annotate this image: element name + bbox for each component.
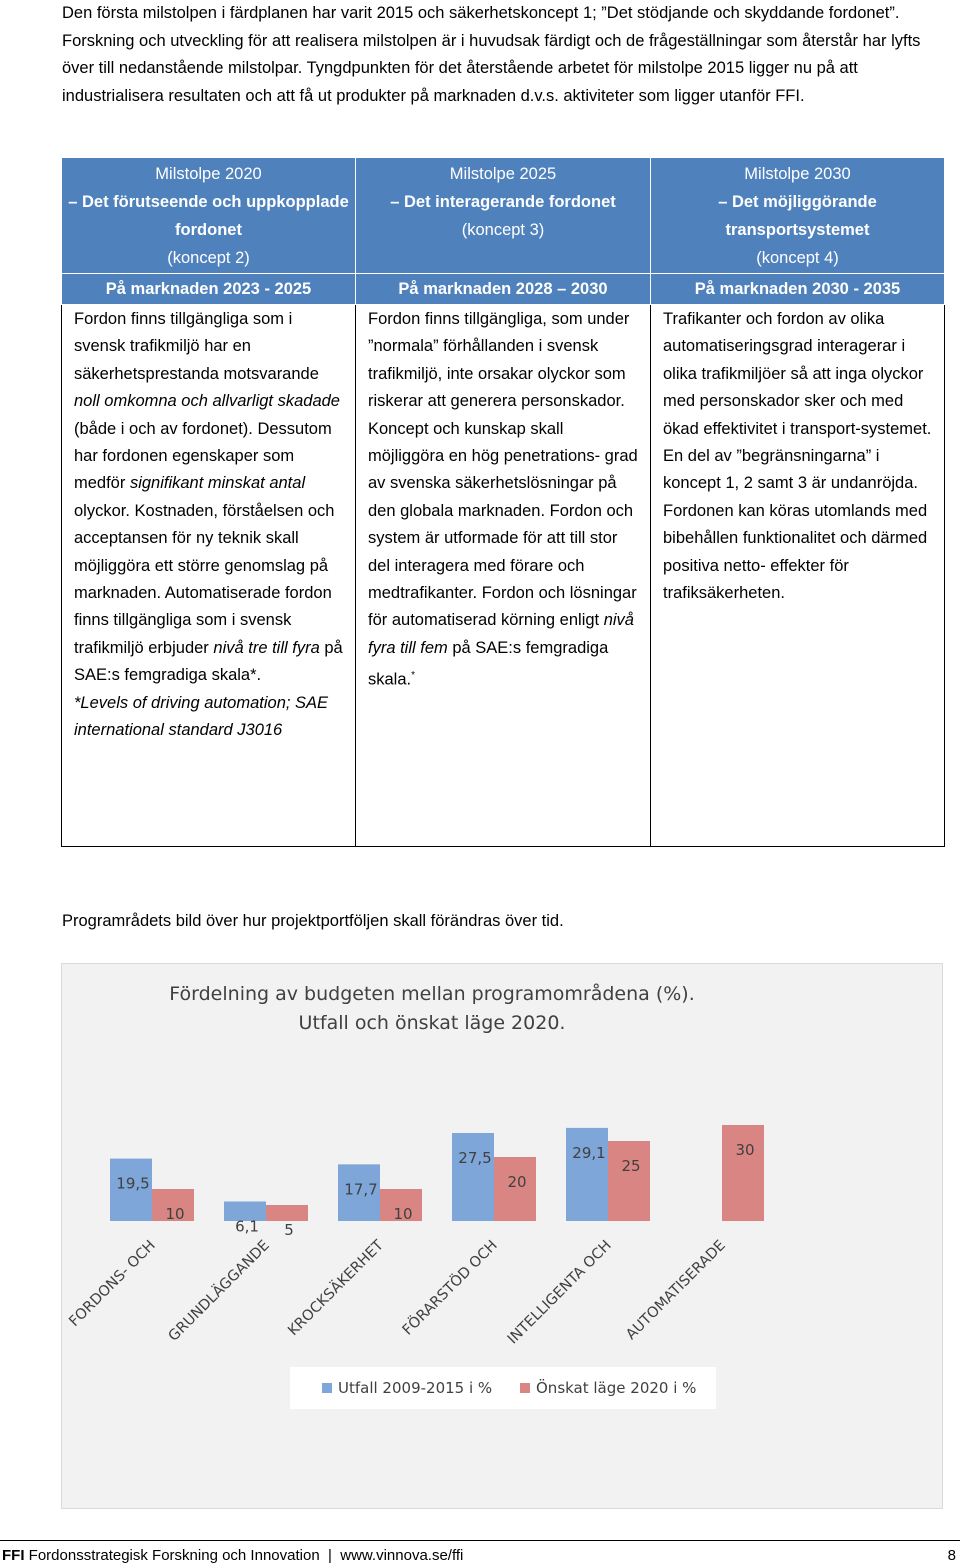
footer-brand: FFI (2, 1547, 25, 1564)
footer-left (2, 1546, 463, 1566)
milestone-description: Trafikanter och fordon av olika automatiseringsgrad interagerar i olika trafikmiljöer så att inga olyckor med personskador sker och med ökad effektivitet i transport-systemet. En del av ”begränsningarna” i koncept 1, 2 samt 3 är undanröjda. Fordonen kan köras utomlands med bibehållen funktionalitet och därmed positiva netto- effekter för trafiksäkerheten. (663, 310, 932, 603)
legend-swatch (520, 1383, 530, 1393)
data-label: 30 (735, 1141, 755, 1159)
milestone-concept: (koncept 3) (461, 221, 545, 239)
milestone-footnote: *Levels of driving automation; SAE international standard J3016 (74, 693, 329, 740)
bar-onskat (266, 1205, 308, 1221)
market-cell: På marknaden 2028 – 2030 (356, 274, 651, 305)
data-label: 5 (284, 1221, 294, 1239)
category-label: AUTOMATISERADE (623, 1237, 729, 1344)
legend-item-onskat (520, 1379, 696, 1397)
milestone-body-row (62, 305, 945, 847)
bar-utfall (452, 1133, 494, 1221)
footer-url[interactable]: www.vinnova.se/ffi (340, 1547, 464, 1564)
data-label: 20 (507, 1173, 527, 1191)
intro-paragraph: Den första milstolpen i färdplanen har varit 2015 och säkerhetskoncept 1; ”Det stödjande och skyddande fordonet”. Forskning och utveckling för att realisera milstolpen är i huvudsak färdigt och de frågeställningar som återstår har lyfts över till nedanstående milstolpar. Tyngdpunkten för det återstående arbetet för milstolpe 2015 ligger nu på att industrialisera resultaten och att få ut produkter på marknaden d.v.s. aktiviteter som ligger utanför FFI. (62, 4, 921, 105)
milestone-title: Milstolpe 2025 (449, 165, 557, 183)
category-label: GRUNDLÄGGANDE (165, 1237, 273, 1345)
legend-swatch (322, 1383, 332, 1393)
data-label: 29,1 (572, 1143, 606, 1162)
milestone-description: Fordon finns tillgängliga, som under ”normala” förhållanden i svensk trafikmiljö, inte orsakar olyckor som riskerar att generera personskador. Koncept och kunskap skall möjliggöra en hög penetrations- grad av svenska säkerhetslösningar på den globala marknaden. Fordon och system är utformade för att till stor del interagera med förare och medtrafikanter. Fordon och lösningar för automatiserad körning enligt nivå fyra till fem på SAE:s femgradiga skala.* (368, 310, 638, 689)
milestone-header-row (62, 158, 945, 274)
legend-label: Önskat läge 2020 i % (536, 1379, 697, 1397)
milestone-description: Fordon finns tillgängliga som i svensk trafikmiljö har en säkerhetsprestanda motsvarande noll omkomna och allvarligt skadade (både i och av fordonet). Dessutom har fordonen egenskaper som medför signifikant minskat antal olyckor. Kostnaden, förståelsen och acceptansen för ny teknik skall möjliggöra ett större genomslag på marknaden. Automatiserade fordon finns tillgängliga som i svensk trafikmiljö erbjuder nivå tre till fyra på SAE:s femgradiga skala*. (74, 310, 343, 685)
data-label: 19,5 (116, 1174, 150, 1193)
data-label: 10 (393, 1205, 413, 1223)
chart-title-line1: Fördelning av budgeten mellan programområdena (%). (169, 983, 695, 1005)
milestone-body-2020 (62, 305, 356, 847)
footer-separator: | (328, 1547, 332, 1564)
chart-plot (62, 964, 942, 1508)
bar-onskat (608, 1141, 650, 1221)
market-cell: På marknaden 2030 - 2035 (651, 274, 945, 305)
milestone-concept: (koncept 4) (756, 249, 839, 267)
data-label: 17,7 (344, 1180, 378, 1199)
category-label: KROCKSÄKERHET (285, 1237, 387, 1340)
category-label: FORDONS- OCH (66, 1237, 159, 1330)
milestone-subtitle: – Det möjliggörande transportsystemet (718, 193, 877, 239)
page-number: 8 (947, 1547, 956, 1564)
data-label: 10 (165, 1205, 185, 1223)
chart-legend (290, 1367, 716, 1409)
footer-rule (0, 1540, 960, 1541)
chart-caption: Programrådets bild över hur projektportföljen skall förändras över tid. (62, 912, 564, 930)
chart-title-line2: Utfall och önskat läge 2020. (298, 1012, 566, 1034)
bar-onskat (722, 1125, 764, 1221)
footer-name: Fordonsstrategisk Forskning och Innovation (28, 1547, 320, 1564)
category-label: INTELLIGENTA OCH (504, 1237, 615, 1348)
data-label: 6,1 (235, 1217, 259, 1236)
milestone-subtitle: – Det interagerande fordonet (390, 193, 616, 211)
data-label: 25 (621, 1157, 641, 1175)
milestone-concept: (koncept 2) (167, 249, 250, 267)
milestone-header-2025 (356, 158, 651, 274)
market-row (62, 274, 945, 305)
milestone-title: Milstolpe 2030 (744, 165, 851, 183)
milestone-table (61, 157, 945, 847)
bar-utfall (566, 1128, 608, 1221)
milestone-title: Milstolpe 2020 (155, 165, 262, 183)
milestone-body-2025 (356, 305, 651, 847)
milestone-header-2020 (62, 158, 356, 274)
budget-chart (61, 963, 943, 1509)
milestone-body-2030 (651, 305, 945, 847)
category-label: FÖRARSTÖD OCH (399, 1237, 501, 1339)
market-cell: På marknaden 2023 - 2025 (62, 274, 356, 305)
legend-label: Utfall 2009-2015 i % (338, 1379, 493, 1397)
legend-item-utfall (322, 1379, 492, 1397)
data-label: 27,5 (458, 1149, 492, 1167)
milestone-subtitle: – Det förutseende och uppkopplade fordonet (68, 193, 349, 239)
milestone-header-2030 (651, 158, 945, 274)
